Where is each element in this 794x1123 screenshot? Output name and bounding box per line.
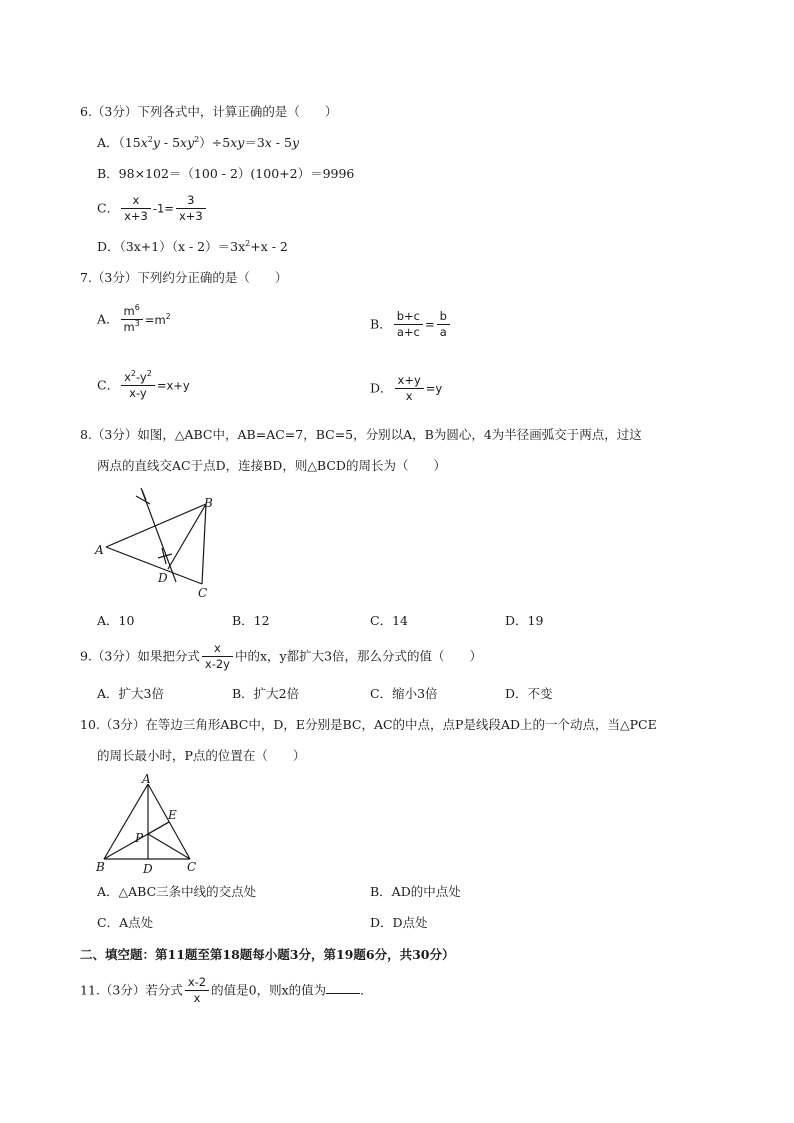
q7-stem: 7.（3分）下列约分正确的是（ ） <box>80 270 288 285</box>
q8-label-c: C <box>198 586 208 600</box>
q8-segment-bd <box>168 504 206 569</box>
q10-segment-pe <box>148 822 169 834</box>
q8-label-b: B <box>204 496 213 510</box>
q8-option-b: B．12 <box>232 613 270 628</box>
q7-option-a: A． $\frac{m^6}{m^3}$ $=m^2$ <box>97 303 171 334</box>
q8-figure <box>92 484 232 604</box>
q6-option-d: D．$(3x+1)(x - 2)=3x^2+x - 2$ <box>97 238 288 254</box>
q8-arc-bottom <box>158 554 172 558</box>
q10-figure <box>92 772 212 878</box>
q10-stem-line2: 的周长最小时，P点的位置在（ ） <box>97 748 306 763</box>
q10-label-p: P <box>135 831 144 845</box>
q6-option-a: A．$(15x^2y - 5xy^2)\div 5xy=3x - 5y$ <box>97 134 300 150</box>
q9-option-d: D．不变 <box>505 686 553 701</box>
q10-stem-line1: 10.（3分）在等边三角形ABC中，D，E分别是BC，AC的中点，点P是线段AD上的一个动点，当△PCE <box>80 717 657 732</box>
q8-option-c: C．14 <box>370 613 408 628</box>
q7-option-d: D． $\frac{x+y}{x}$ =y <box>370 373 443 403</box>
q6-stem: 6.（3分）下列各式中，计算正确的是（ ） <box>80 104 338 119</box>
q7-option-b: B． $\frac{b+c}{a+c}$ = $\frac{b}{a}$ <box>370 309 452 340</box>
q10-option-d: D．D点处 <box>370 915 428 930</box>
q9-option-b: B．扩大2倍 <box>232 686 300 701</box>
q9-stem: 9.（3分）如果把分式 $\frac{x}{x-2y}$ 中的x，y都扩大3倍，那么分式的值（ ） <box>80 641 483 671</box>
q8-side-ac <box>106 547 202 584</box>
q8-side-bc <box>202 504 206 584</box>
q8-stem-line2: 两点的直线交AC于点D，连接BD，则△BCD的周长为（ ） <box>97 458 446 473</box>
q8-option-a: A．10 <box>97 613 135 628</box>
q10-segment-pc <box>148 834 190 859</box>
q11-answer-blank[interactable] <box>326 981 360 994</box>
section-title-fill-in: 二、填空题：第11题至第18题每小题3分，第19题6分，共30分） <box>80 947 455 962</box>
q9-option-c: C．缩小3倍 <box>370 686 438 701</box>
q10-label-b: B <box>96 860 105 874</box>
q10-label-e: E <box>168 808 177 822</box>
q8-label-a: A <box>95 543 104 557</box>
q6-option-b: B．98×102＝（100 - 2）(100+2）＝9996 <box>97 166 355 181</box>
q11-stem: 11.（3分）若分式 $\frac{x-2}{x}$ 的值是0，则x的值为 ． <box>80 975 373 1005</box>
q8-side-ab <box>106 504 206 547</box>
q10-option-b: B．AD的中点处 <box>370 884 461 899</box>
q10-label-d: D <box>143 862 153 876</box>
q7-option-c: C． $\frac{x^2-y^2}{x-y}$ =x+y <box>97 369 190 400</box>
q8-arc-top <box>136 496 150 504</box>
q6-option-c: C． $\frac{x}{x+3}$ -1= $\frac{3}{x+3}$ <box>97 193 208 224</box>
q10-label-c: C <box>187 860 197 874</box>
q10-option-c: C．A点处 <box>97 915 154 930</box>
q10-label-a: A <box>142 772 151 786</box>
q8-arc-top-2 <box>142 490 146 500</box>
q8-stem-line1: 8.（3分）如图，△ABC中，AB=AC=7，BC=5，分别以A，B为圆心，4为半径画弧交于两点，过这 <box>80 427 642 442</box>
q8-option-d: D．19 <box>505 613 544 628</box>
q10-side-ab <box>104 784 148 859</box>
q10-option-a: A．△ABC三条中线的交点处 <box>97 884 257 899</box>
q9-option-a: A．扩大3倍 <box>97 686 164 701</box>
q8-label-d: D <box>158 571 168 585</box>
